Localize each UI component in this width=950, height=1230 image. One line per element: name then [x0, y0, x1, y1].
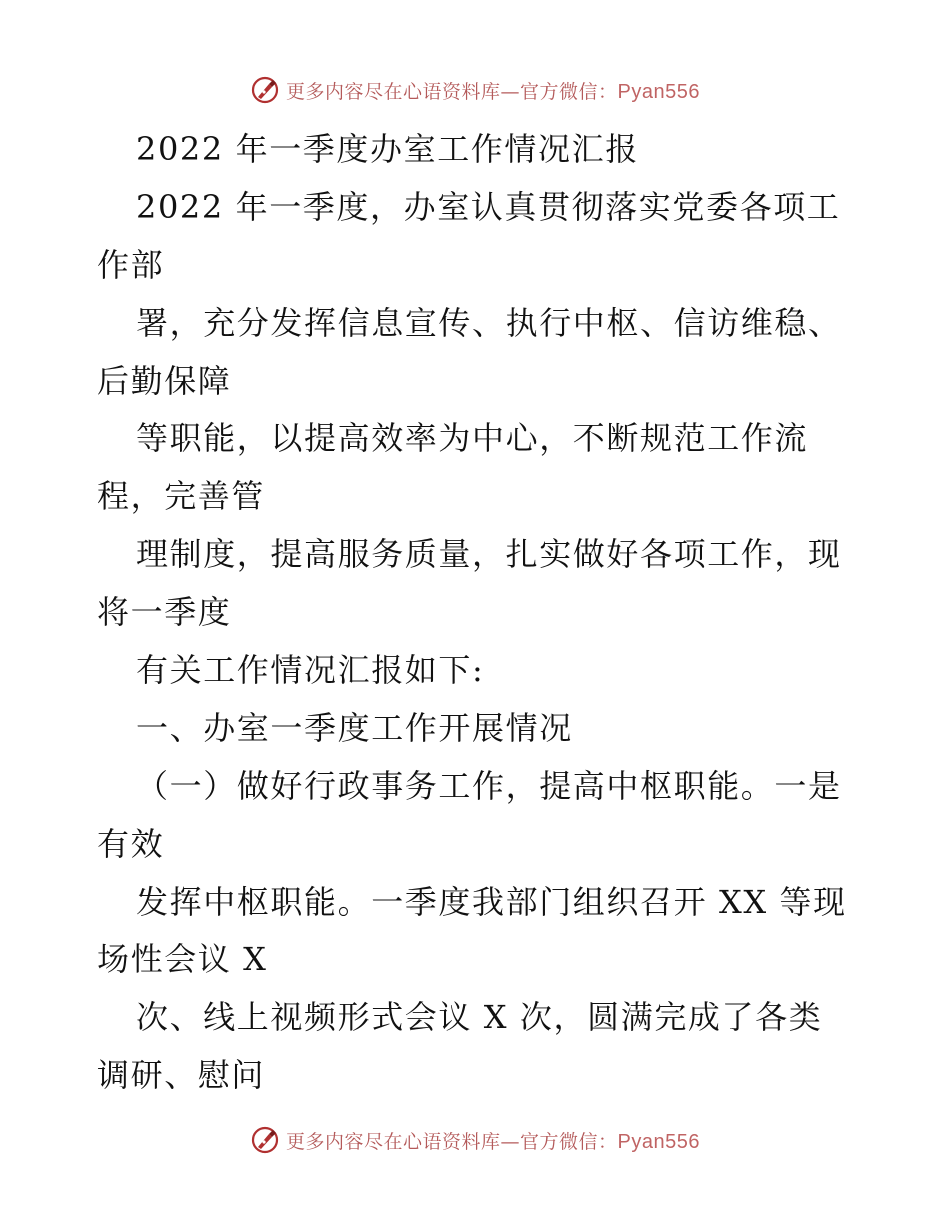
text-line: 场性会议 X	[97, 940, 268, 979]
header-watermark	[0, 70, 950, 110]
text-line: 发挥中枢职能。一季度我部门组织召开 XX 等现	[136, 882, 847, 921]
text-line: 2022 年一季度，办室认真贯彻落实党委各项工	[136, 187, 841, 226]
watermark-label: 更多内容尽在心语资料库—官方微信：	[286, 80, 618, 103]
document-body	[97, 121, 867, 1105]
text-line: （一）做好行政事务工作，提高中枢职能。一是	[136, 766, 842, 805]
watermark-label: 更多内容尽在心语资料库—官方微信：	[286, 1130, 618, 1153]
text-line: 程，完善管	[97, 477, 266, 516]
text-line: 调研、慰问	[97, 1056, 266, 1095]
pen-nib-logo-icon	[250, 1125, 280, 1155]
text-line: 有效	[97, 824, 165, 863]
watermark-text	[286, 77, 700, 104]
pen-nib-logo-icon	[250, 75, 280, 105]
text-line: 2022 年一季度办室工作情况汇报	[136, 130, 639, 168]
watermark-wechat-id: Pyan556	[617, 1130, 700, 1153]
watermark-text	[286, 1127, 700, 1154]
text-line: 署，充分发挥信息宣传、执行中枢、信访维稳、	[136, 303, 842, 342]
footer-watermark	[0, 1120, 950, 1160]
text-line: 作部	[97, 245, 165, 284]
text-line: 将一季度	[97, 593, 232, 632]
text-line: 有关工作情况汇报如下:	[136, 651, 485, 690]
text-line: 等职能，以提高效率为中心，不断规范工作流	[136, 419, 809, 458]
text-line: 次、线上视频形式会议 X 次，圆满完成了各类	[136, 998, 823, 1037]
text-line: 一、办室一季度工作开展情况	[136, 708, 573, 747]
text-line: 理制度，提高服务质量，扎实做好各项工作，现	[136, 535, 842, 574]
text-line: 后勤保障	[97, 361, 232, 400]
watermark-wechat-id: Pyan556	[617, 80, 700, 103]
